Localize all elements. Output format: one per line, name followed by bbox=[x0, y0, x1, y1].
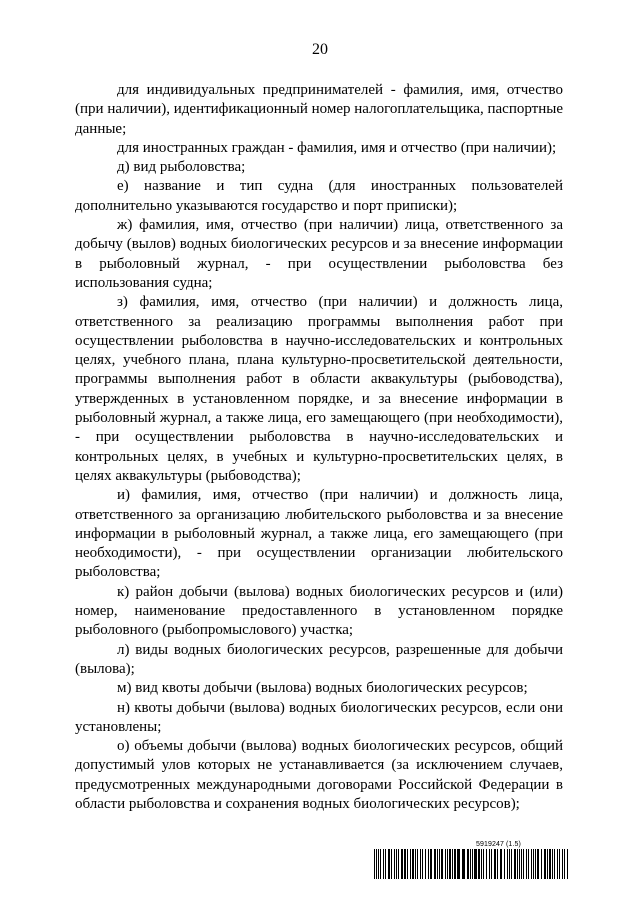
paragraph: н) квоты добычи (вылова) водных биологических ресурсов, если они установлены; bbox=[75, 699, 563, 735]
paragraph: з) фамилия, имя, отчество (при наличии) и должность лица, ответственного за реализацию программы выполнения работ при осуществлении рыболовства в научно-исследовательских и контрольных целях, учебного плана, плана культурно-просветительской деятельности, программы выполнения работ в области аквакультуры (рыбоводства), утвержденных в установленном порядке, и за внесение информации в рыболовный журнал, а также лица, его замещающего (при необходимости), - при осуществлении рыболовства в научно-исследовательских и контрольных целях, в учебных и культурно-просветительских целях, в целях аквакультуры (рыбоводства); bbox=[75, 294, 563, 484]
paragraph: к) район добычи (вылова) водных биологических ресурсов и (или) номер, наименование предоставленного в установленном порядке рыболовного (рыбопромыслового) участка; bbox=[75, 583, 563, 639]
paragraph: о) объемы добычи (вылова) водных биологических ресурсов, общий допустимый улов которых не устанавливается (за исключением случаев, предусмотренных международными договорами Российской Федерации в области рыболовства и сохранения водных биологических ресурсов); bbox=[75, 738, 563, 812]
paragraph: л) виды водных биологических ресурсов, разрешенные для добычи (вылова); bbox=[75, 641, 563, 677]
paragraph: е) название и тип судна (для иностранных пользователей дополнительно указываются государство и порт приписки); bbox=[75, 178, 563, 214]
paragraph: для иностранных граждан - фамилия, имя и отчество (при наличии); bbox=[117, 139, 557, 156]
paragraph: ж) фамилия, имя, отчество (при наличии) лица, ответственного за добычу (вылов) водных биологических ресурсов и за внесение информации в рыболовный журнал, - при осуществлении рыболовства без использования судна; bbox=[75, 217, 563, 291]
barcode-icon bbox=[374, 849, 568, 879]
document-body bbox=[75, 81, 563, 814]
paragraph: для индивидуальных предпринимателей - фамилия, имя, отчество (при наличии), идентификационный номер налогоплательщика, паспортные данные; bbox=[75, 82, 563, 137]
paragraph: и) фамилия, имя, отчество (при наличии) и должность лица, ответственного за организацию любительского рыболовства и за внесение информации в рыболовный журнал, а также лица, его замещающего (при необходимости), - при осуществлении организации любительского рыболовства; bbox=[75, 487, 563, 581]
paragraph: м) вид квоты добычи (вылова) водных биологических ресурсов; bbox=[117, 680, 528, 697]
paragraph: д) вид рыболовства; bbox=[117, 159, 246, 176]
document-code: 5919247 (1.5) bbox=[476, 841, 521, 848]
page-number: 20 bbox=[312, 41, 328, 58]
